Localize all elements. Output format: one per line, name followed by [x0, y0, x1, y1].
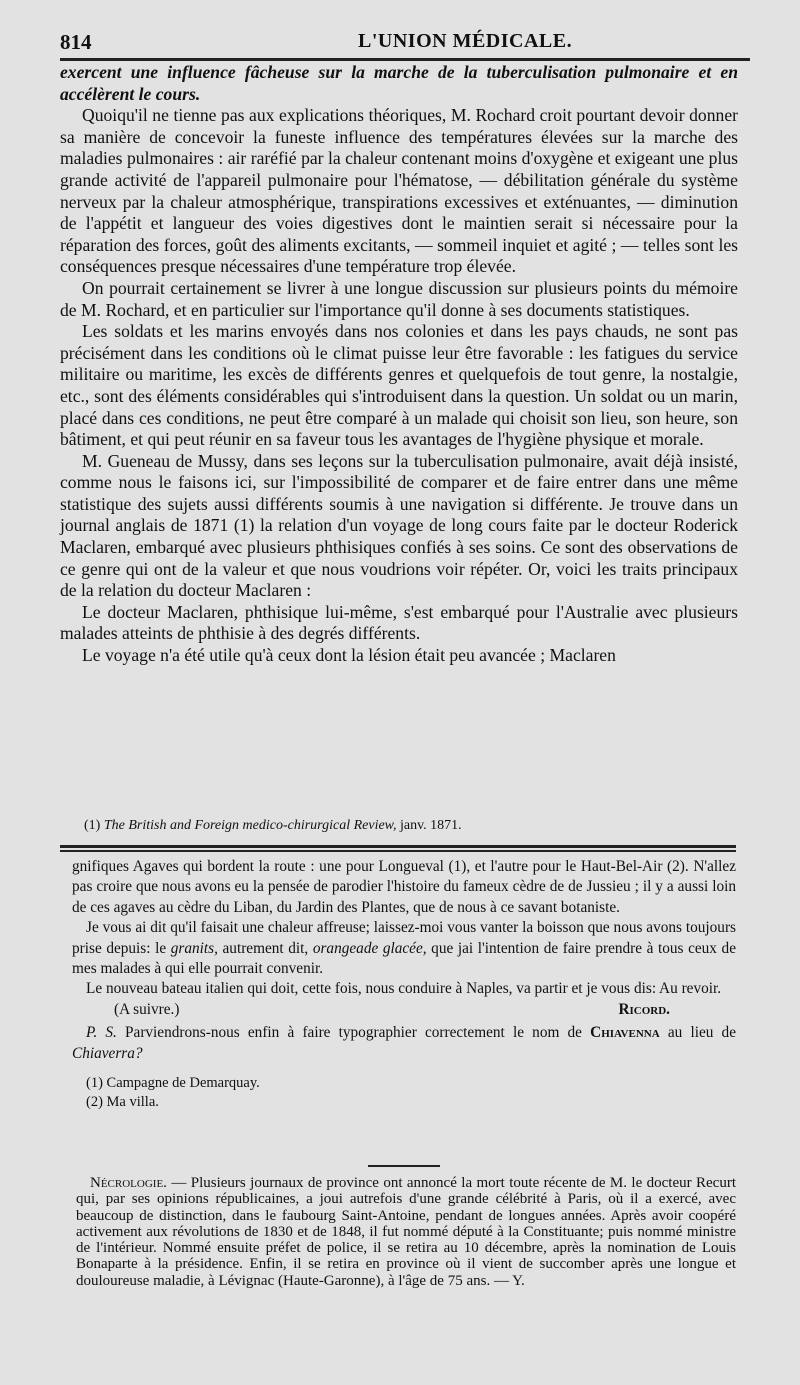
feuilleton-paragraph: Le nouveau bateau italien qui doit, cette fois, nous conduire à Naples, va partir et je vous dis: Au revoir.: [86, 980, 722, 998]
article-paragraph: M. Gueneau de Mussy, dans ses leçons sur la tuberculisation pulmonaire, avait déjà insisté, comme nous le faisons ici, sur l'impossibilité de comparer et de faire entrer dans une même statistique des sujets aussi différents soumis à une navigation si différente. Je trouve dans un journal anglais de 1871 (1) la relation d'un voyage de long cours faite par le docteur Roderick Maclaren, embarqué avec plusieurs phthisiques confiés à ses soins. Ce sont des observations de ce genre qui ont de la valeur et que nous voudrions voir répéter. Or, voici les traits principaux de la relation du docteur Maclaren :: [60, 450, 738, 601]
feuilleton-text: Je vous ai dit qu'il faisait une chaleur affreuse; laissez-moi vous vanter la boisson que nous avons toujours prise depuis: le: [72, 919, 736, 957]
to-be-continued: (A suivre.): [114, 1000, 180, 1018]
feuilleton-emphasis: granits,: [170, 939, 218, 957]
necrology-label: Nécrologie.: [90, 1175, 167, 1191]
footnote: [84, 818, 734, 834]
ps-name: Chiavenna: [590, 1024, 660, 1042]
lead-paragraph: exercent une influence fâcheuse sur la marche de la tuberculisation pulmonaire et en accélèrent le cours.: [60, 62, 738, 104]
author-signature: Ricord.: [618, 1000, 670, 1018]
section-divider-thick: [60, 845, 736, 848]
feuilleton-emphasis: orangeade glacée,: [312, 939, 427, 957]
necrology-paragraph: [76, 1175, 736, 1289]
postscript: [72, 1023, 736, 1064]
feuilleton-paragraph: [72, 918, 736, 979]
header-rule: [60, 58, 750, 61]
ps-label: P. S.: [86, 1024, 117, 1042]
feuilleton-note: (2) Ma villa.: [86, 1094, 159, 1111]
closing-line: [72, 1000, 736, 1020]
feuilleton-note: (1) Campagne de Demarquay.: [86, 1075, 260, 1092]
article-paragraph: Le voyage n'a été utile qu'à ceux dont la lésion était peu avancée ; Maclaren: [82, 645, 616, 666]
article-body: [60, 62, 738, 667]
article-paragraph: On pourrait certainement se livrer à une longue discussion sur plusieurs points du mémoire de M. Rochard, et en particulier sur l'importance qu'il donne à ses documents statistiques.: [60, 277, 738, 320]
footnote-title: The British and Foreign medico-chirurgical Review,: [103, 818, 397, 833]
feuilleton-text: autrement dit,: [222, 939, 309, 957]
feuilleton-text: que jai l'intention de faire prendre à tous ceux de mes malades à qui elle pourrait convenir.: [72, 939, 736, 978]
page-number: 814: [60, 30, 92, 54]
running-title: L'UNION MÉDICALE.: [358, 30, 573, 52]
feuilleton-section: [72, 857, 736, 1112]
article-paragraph: Quoiqu'il ne tienne pas aux explications théoriques, M. Rochard croit pourtant devoir donner sa manière de concevoir la funeste influence des températures élevées sur la marche des maladies pulmonaires : air raréfié par la chaleur contenant moins d'oxygène et exigeant une plus grande activité de l'appareil pulmonaire pour l'hématose, — débilitation générale du système nerveux par la chaleur atmosphérique, transpirations excessives et exténuantes, — diminution de l'appétit et langueur des voies digestives dont le maintien serait si nécessaire pour la réparation des forces, goût des aliments excitants, — sommeil inquiet et agité ; — telles sont les conséquences presque nécessaires d'une température trop élevée.: [60, 105, 738, 277]
article-paragraph: Les soldats et les marins envoyés dans nos colonies et dans les pays chauds, ne sont pas précisément dans les conditions où le climat puisse leur être favorable : les fatigues du service militaire ou maritime, les excès de différents genres et quelquefois de tout genre, la nostalgie, etc., sont des éléments considérables qui s'introduisent dans la question. Un soldat ou un marin, placé dans ces conditions, ne peut être comparé à un malade qui choisit son lieu, son heure, son bâtiment, et qui peut réunir en sa faveur tous les avantages de l'hygiène physique et morale.: [60, 321, 738, 450]
necrology-section: [76, 1175, 736, 1289]
section-divider-thin: [60, 850, 736, 852]
ps-wrong-name: Chiaverra?: [72, 1044, 143, 1062]
ps-text: Parviendrons-nous enfin à faire typographier correctement le nom de: [125, 1024, 582, 1042]
footnote-date: janv. 1871.: [399, 818, 462, 833]
short-divider: [368, 1165, 440, 1167]
ps-text: au lieu de: [667, 1024, 736, 1042]
feuilleton-paragraph: gnifiques Agaves qui bordent la route : une pour Longueval (1), et l'autre pour le Haut-Bel-Air (2). N'allez pas croire que nous avons eu la pensée de parodier l'histoire du fameux cèdre de de Jussieu ; il y a aussi loin de ces agaves au cèdre du Liban, du Jardin des Plantes, que de nous à ce savant botaniste.: [72, 858, 736, 916]
article-paragraph: Le docteur Maclaren, phthisique lui-même, s'est embarqué pour l'Australie avec plusieurs malades atteints de phthisie à des degrés différents.: [60, 601, 738, 644]
necrology-text: — Plusieurs journaux de province ont annoncé la mort toute récente de M. le docteur Recurt qui, par ses opinions républicaines, a joui autrefois d'une grande célébrité à Paris, où il a exercé, avec beaucoup de distinction, dans le faubourg Saint-Antoine, pendant de longues années. Après avoir coopéré activement aux révolutions de 1830 et de 1848, il fut nommé député à la Constituante; puis nommé ministre de l'intérieur. Nommé ensuite préfet de police, il se retira au 10 décembre, après la nomination de Louis Bonaparte à la présidence. Enfin, il se retira en province où il vient de succomber après une longue et douloureuse maladie, à Lévignac (Haute-Garonne), à l'âge de 75 ans. — Y.: [76, 1175, 736, 1289]
page-header: [58, 30, 748, 58]
footnote-marker: (1): [84, 818, 101, 833]
